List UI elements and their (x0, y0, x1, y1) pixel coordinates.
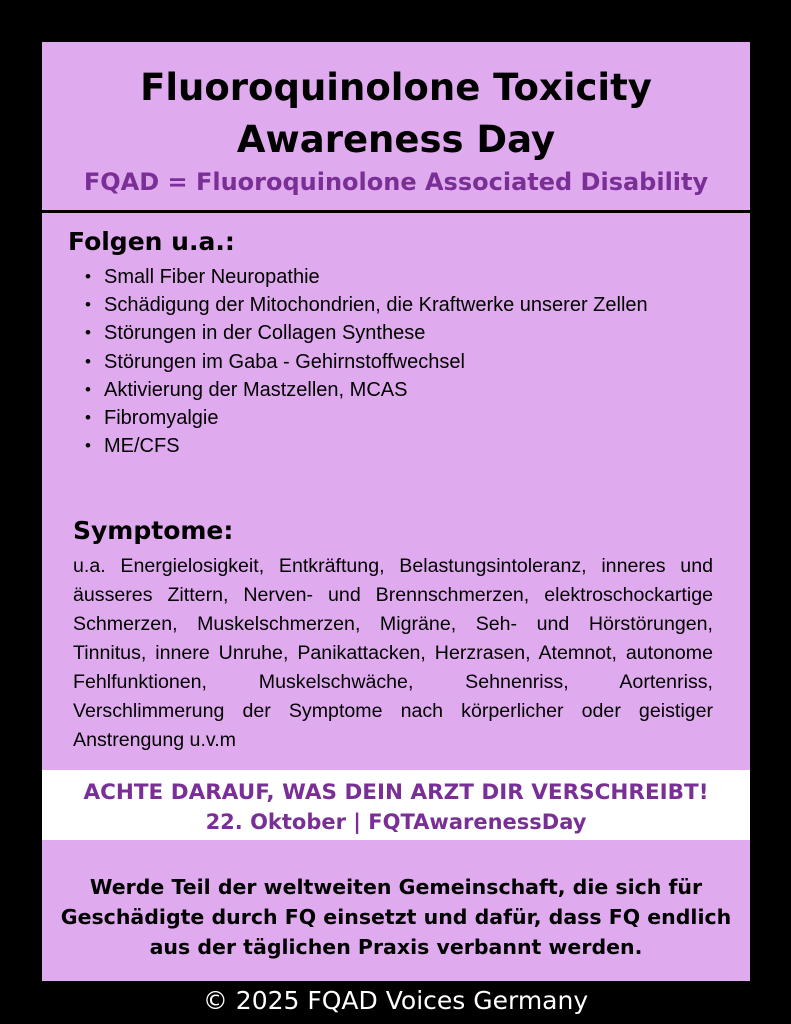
list-item: • Störungen in der Collagen Synthese (85, 319, 705, 347)
list-item: • ME/CFS (85, 432, 705, 460)
symptoms-text: u.a. Energielosigkeit, Entkräftung, Belastungsintoleranz, inneres und äusseres Zittern, Nerven- und Brennschmerzen, elektroschockartige Schmerzen, Muskelschmerzen, Migräne, Seh- und Hörstörungen, Tinnitus, innere Unruhe, Panikattacken, Herzrasen, Atemnot, autonome Fehlfunktionen, Muskelschwäche, Sehnenriss, Aortenriss, Verschlimmerung der Symptome nach körperlicher oder geistiger Anstrengung u.v.m (73, 555, 713, 751)
list-item: • Schädigung der Mitochondrien, die Kraftwerke unserer Zellen (85, 291, 705, 319)
content-panel (42, 213, 750, 770)
list-item: • Fibromyalgie (85, 404, 705, 432)
symptoms-heading: Symptome: (73, 516, 234, 545)
call-to-action-panel (42, 840, 750, 981)
subtitle: FQAD = Fluoroquinolone Associated Disability (83, 168, 709, 196)
call-to-action-text: Werde Teil der weltweiten Gemeinschaft, die sich für Geschädigte durch FQ einsetzt und dafür, dass FQ endlich aus der täglichen Praxis verbannt werden. (60, 875, 732, 959)
list-item: • Aktivierung der Mastzellen, MCAS (85, 376, 705, 404)
title-line-2: Awareness Day (236, 118, 556, 161)
list-item: • Small Fiber Neuropathie (85, 263, 705, 291)
warning-banner (42, 770, 750, 840)
consequences-list (85, 263, 705, 460)
date-hashtag: 22. Oktober | FQTAwarenessDay (205, 810, 587, 834)
list-item: • Störungen im Gaba - Gehirnstoffwechsel (85, 348, 705, 376)
copyright: © 2025 FQAD Voices Germany (202, 986, 589, 1015)
page-title (42, 42, 750, 166)
consequences-heading: Folgen u.a.: (68, 227, 235, 256)
poster (42, 42, 750, 981)
header-panel (42, 42, 750, 210)
title-line-1: Fluoroquinolone Toxicity (140, 66, 652, 109)
warning-text: ACHTE DARAUF, WAS DEIN ARZT DIR VERSCHREIBT! (83, 780, 709, 805)
